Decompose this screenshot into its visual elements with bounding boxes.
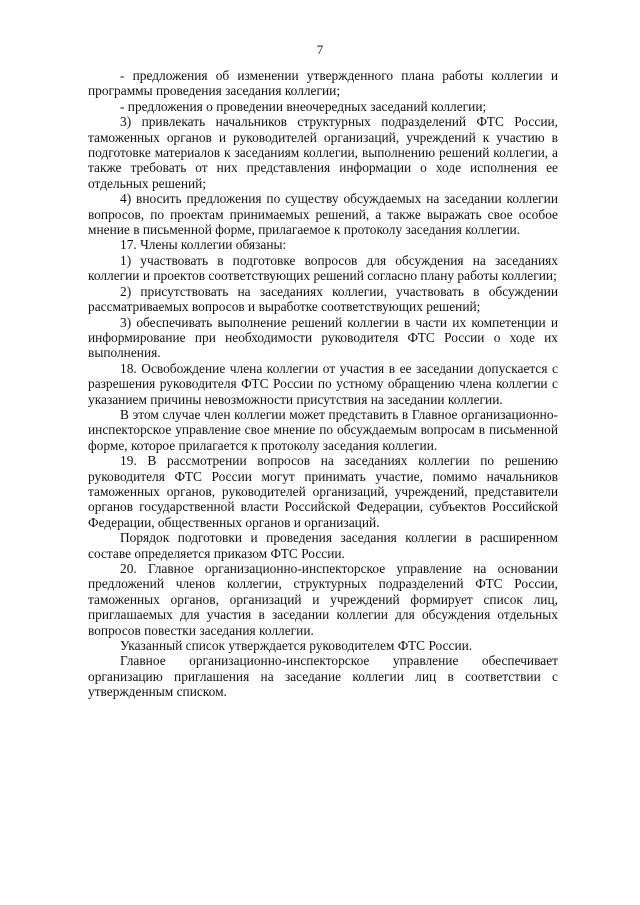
- paragraph-17-heading: 17. Члены коллегии обязаны:: [120, 237, 287, 253]
- paragraph-18-opinion: В этом случае член коллегии может представить в Главное организационно-инспекторское управление свое мнение по обсуждаемым вопросам в письменной форме, которое прилагается к протоколу заседания коллегии.: [88, 406, 558, 453]
- paragraph-duty-3: 3) обеспечивать выполнение решений коллегии в части их компетенции и информирование при необходимости руководителя ФТС России о ходе их выполнения.: [88, 314, 558, 361]
- paragraph-right-4: 4) вносить предложения по существу обсуждаемых на заседании коллегии вопросов, по проектам принимаемых решений, а также выражать свое особое мнение в письменной форме, прилагаемое к протоколу заседания коллегии.: [88, 191, 558, 238]
- page-number: 7: [316, 42, 324, 57]
- paragraph-20-approval: Указанный список утверждается руководителем ФТС России.: [120, 638, 473, 654]
- paragraph-plan-changes: - предложения об изменении утвержденного плана работы коллегии и программы проведения заседания коллегии;: [88, 68, 558, 99]
- paragraph-18: 18. Освобождение члена коллегии от участия в ее заседании допускается с разрешения руководителя ФТС России по устному обращению члена коллегии с указанием причины невозможности присутствия на заседании коллегии.: [88, 360, 558, 407]
- document-body: [88, 68, 558, 700]
- paragraph-19-extended: Порядок подготовки и проведения заседания коллегии в расширенном составе определяется приказом ФТС России.: [88, 530, 558, 561]
- paragraph-20-invitation: Главное организационно-инспекторское управление обеспечивает организацию приглашения на заседание коллегии лиц в соответствии с утвержденным списком.: [88, 653, 558, 700]
- paragraph-extraordinary-meetings: - предложения о проведении внеочередных заседаний коллегии;: [120, 98, 487, 114]
- paragraph-duty-2: 2) присутствовать на заседаниях коллегии, участвовать в обсуждении рассматриваемых вопросов и выработке соответствующих решений;: [88, 283, 558, 315]
- paragraph-duty-1: 1) участвовать в подготовке вопросов для обсуждения на заседаниях коллегии и проектов соответствующих решений согласно плану работы коллегии;: [88, 252, 558, 284]
- paragraph-20: 20. Главное организационно-инспекторское управление на основании предложений членов коллегии, структурных подразделений ФТС России, таможенных органов, организаций и учреждений формирует список лиц, приглашаемых для участия в заседании коллегии для обсуждения отдельных вопросов повестки заседания коллегии.: [88, 561, 558, 638]
- paragraph-19: 19. В рассмотрении вопросов на заседаниях коллегии по решению руководителя ФТС России могут принимать участие, помимо начальников таможенных органов, руководителей организаций, учреждений, представители органов государственной власти Российской Федерации, субъектов Российской Федерации, общественных органов и организаций.: [88, 453, 558, 530]
- paragraph-right-3: 3) привлекать начальников структурных подразделений ФТС России, таможенных органов и руководителей организаций, учреждений к участию в подготовке материалов к заседаниям коллегии, выполнению решений коллегии, а также требовать от них представления информации о ходе исполнения ее отдельных решений;: [88, 114, 558, 191]
